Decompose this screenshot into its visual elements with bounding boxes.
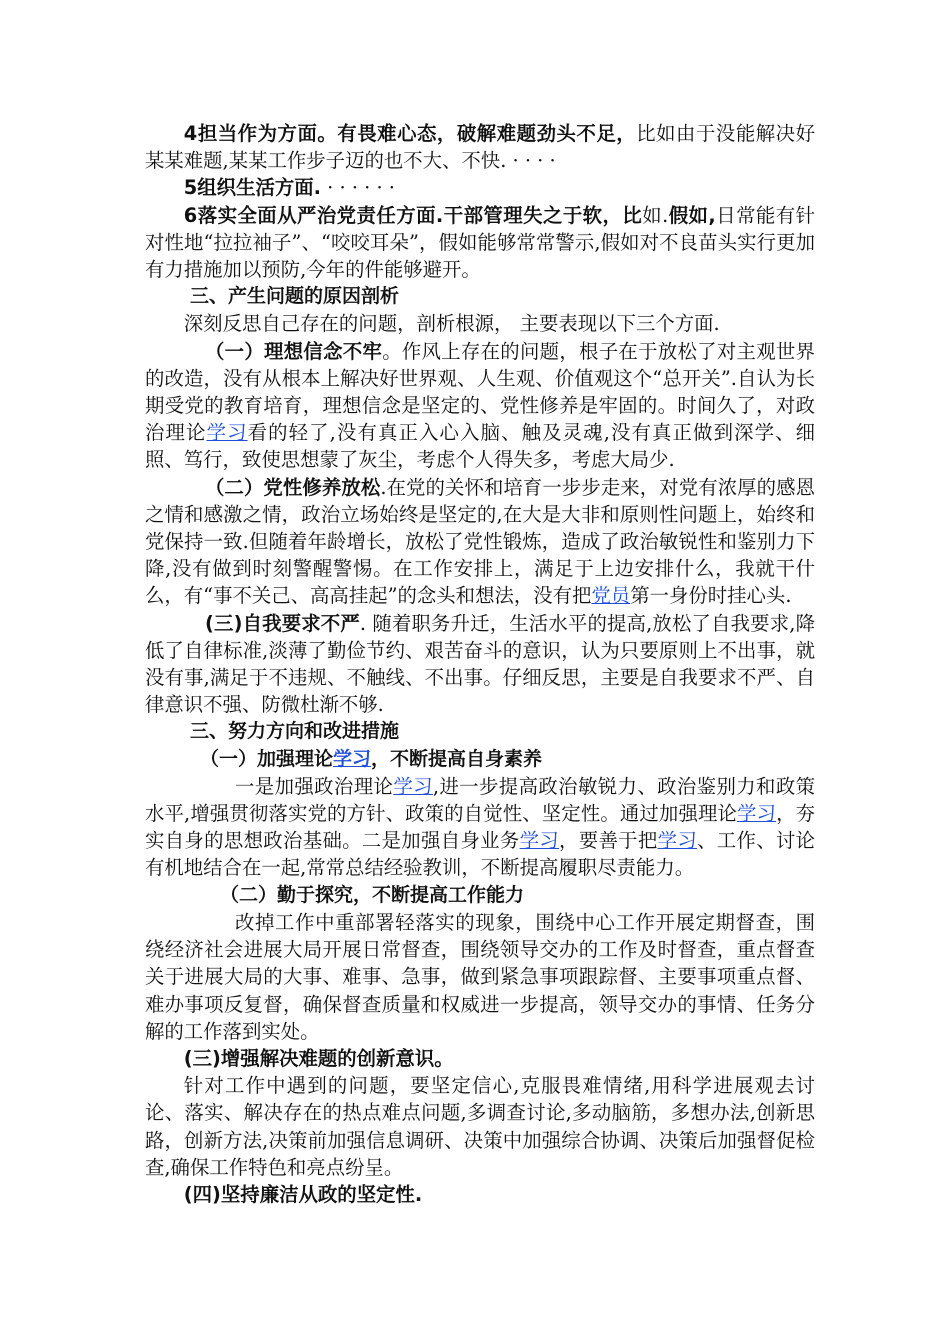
para-4-bold: 4担当作为方面。有畏难心态，破解难题劲头不足， bbox=[183, 122, 637, 145]
measure-1-heading-b: ，不断提高自身素养 bbox=[371, 747, 543, 770]
party-member-link[interactable]: 党员 bbox=[591, 584, 631, 608]
para-5-bold: 5组织生活方面. bbox=[183, 176, 321, 200]
reason-3 bbox=[145, 610, 815, 719]
measure-2-text: 改掉工作中重部署轻落实的现象，围绕中心工作开展定期督查，围绕经济社会进展大局开展日常督查，围绕领导交办的工作及时督查，重点督查关于进展大局的大事、难事、急事，做到紧急事项跟踪督、主要事项重点督、难办事项反复督，确保督查质量和权威进一步提高，领导交办的事情、任务分解的工作落到实处。 bbox=[145, 910, 815, 1043]
study-link[interactable]: 学习 bbox=[519, 829, 560, 853]
para-5-text: · · · · · · bbox=[321, 176, 395, 200]
measure-1-text-b: ,进一步提高政治敏锐力、政治鉴别力和政策水平,增强贯彻落实党的方针、政策的自觉性、坚定性。通过加强理论 bbox=[145, 774, 816, 826]
measure-1-text-a: 一是加强政治理论 bbox=[235, 774, 394, 798]
measure-1-heading bbox=[145, 746, 815, 773]
study-link[interactable]: 学习 bbox=[206, 421, 248, 445]
para-5 bbox=[145, 174, 815, 201]
measure-3-heading: (三)增强解决难题的创新意识。 bbox=[183, 1046, 454, 1070]
para-6-text-1: 如. bbox=[642, 203, 669, 227]
measure-2-heading: （二）勤于探究，不断提高工作能力 bbox=[220, 883, 525, 906]
study-link[interactable]: 学习 bbox=[393, 774, 433, 798]
reason-1 bbox=[145, 338, 815, 474]
para-6 bbox=[145, 202, 815, 284]
para-6-bold-2: 假如, bbox=[668, 203, 716, 227]
reason-3-title: (三)自我要求不严 bbox=[205, 611, 360, 635]
reason-2-title: （二）党性修养放松 bbox=[205, 475, 381, 499]
study-link[interactable]: 学习 bbox=[333, 747, 372, 770]
measure-4-heading: (四)坚持廉洁从政的坚定性. bbox=[183, 1182, 423, 1206]
heading-cause-analysis: 三、产生问题的原因剖析 bbox=[190, 285, 400, 308]
reason-2 bbox=[145, 474, 815, 610]
measure-1-text bbox=[145, 773, 815, 882]
reason-3-text: . 随着职务升迁，生活水平的提高,放松了自我要求,降低了自律标准,淡薄了勤俭节约、艰苦奋斗的意识，认为只要原则上不出事，就没有事,满足于不违规、不触线、不出事。仔细反思，主要是自我要求不严、自律意识不强、防微杜渐不够. bbox=[145, 611, 815, 717]
measure-1-heading-a: （一）加强理论 bbox=[200, 747, 334, 770]
study-link[interactable]: 学习 bbox=[657, 829, 698, 853]
reason-2-text-1: .在党的关怀和培育一步步走来，对党有浓厚的感恩之情和感激之情，政治立场始终是坚定的,在大是大非和原则性问题上，始终和党保持一致.但随着年龄增长，放松了党性锻炼，造成了政治敏锐性和鉴别力下降,没有做到时刻警醒警惕。在工作安排上，满足于上边安排什么，我就干什么，有“事不关己、高高挂起”的念头和想法，没有把 bbox=[145, 475, 815, 608]
measure-1-text-c: ，夯实自身的思想政治基础。二是加强自身业务 bbox=[145, 802, 816, 853]
measure-1-text-e: 、工作、讨论有机地结合在一起,常常总结经验教训，不断提高履职尽责能力。 bbox=[145, 829, 816, 880]
heading-improvement: 三、努力方向和改进措施 bbox=[190, 720, 400, 743]
reason-2-text-2: 第一身份时挂心头. bbox=[630, 584, 792, 608]
document-page bbox=[145, 120, 815, 1208]
para-6-bold-1: 6落实全面从严治党责任方面.干部管理失之于软，比 bbox=[183, 203, 643, 227]
para-4 bbox=[145, 120, 815, 174]
para-6-text-2: 日常能有针对性地“拉拉袖子”、“咬咬耳朵”，假如能够常常警示,假如对不良苗头实行更加有力措施加以预防,今年的件能够避开。 bbox=[145, 203, 816, 282]
intro-paragraph: 深刻反思自己存在的问题，剖析根源， 主要表现以下三个方面. bbox=[183, 312, 720, 336]
reason-1-text-1: 。作风上存在的问题，根子在于放松了对主观世界的改造，没有从根本上解决好世界观、人生观、价值观这个“总开关”.自认为长期受党的教育培育，理想信念是坚定的、党性修养是牢固的。时间久了，对政治理论 bbox=[145, 339, 816, 445]
reason-1-title: （一）理想信念不牢 bbox=[205, 339, 383, 363]
measure-1-text-d: ，要善于把 bbox=[559, 829, 658, 853]
study-link[interactable]: 学习 bbox=[737, 802, 777, 826]
measure-3-text: 针对工作中遇到的问题，要坚定信心,克服畏难情绪,用科学进展观去讨论、落实、解决存在的热点难点问题,多调查讨论,多动脑筋，多想办法,创新思路，创新方法,决策前加强信息调研、决策中加强综合协调、决策后加强督促检查,确保工作特色和亮点纷呈。 bbox=[145, 1074, 815, 1179]
reason-1-text-2: 看的轻了,没有真正入心入脑、触及灵魂,没有真正做到深学、细照、笃行，致使思想蒙了灰尘，考虑个人得失多，考虑大局少. bbox=[145, 421, 816, 472]
para-4-text: 比如由于没能解决好某某难题,某某工作步子迈的也不大、不快. · · · · bbox=[145, 122, 816, 173]
